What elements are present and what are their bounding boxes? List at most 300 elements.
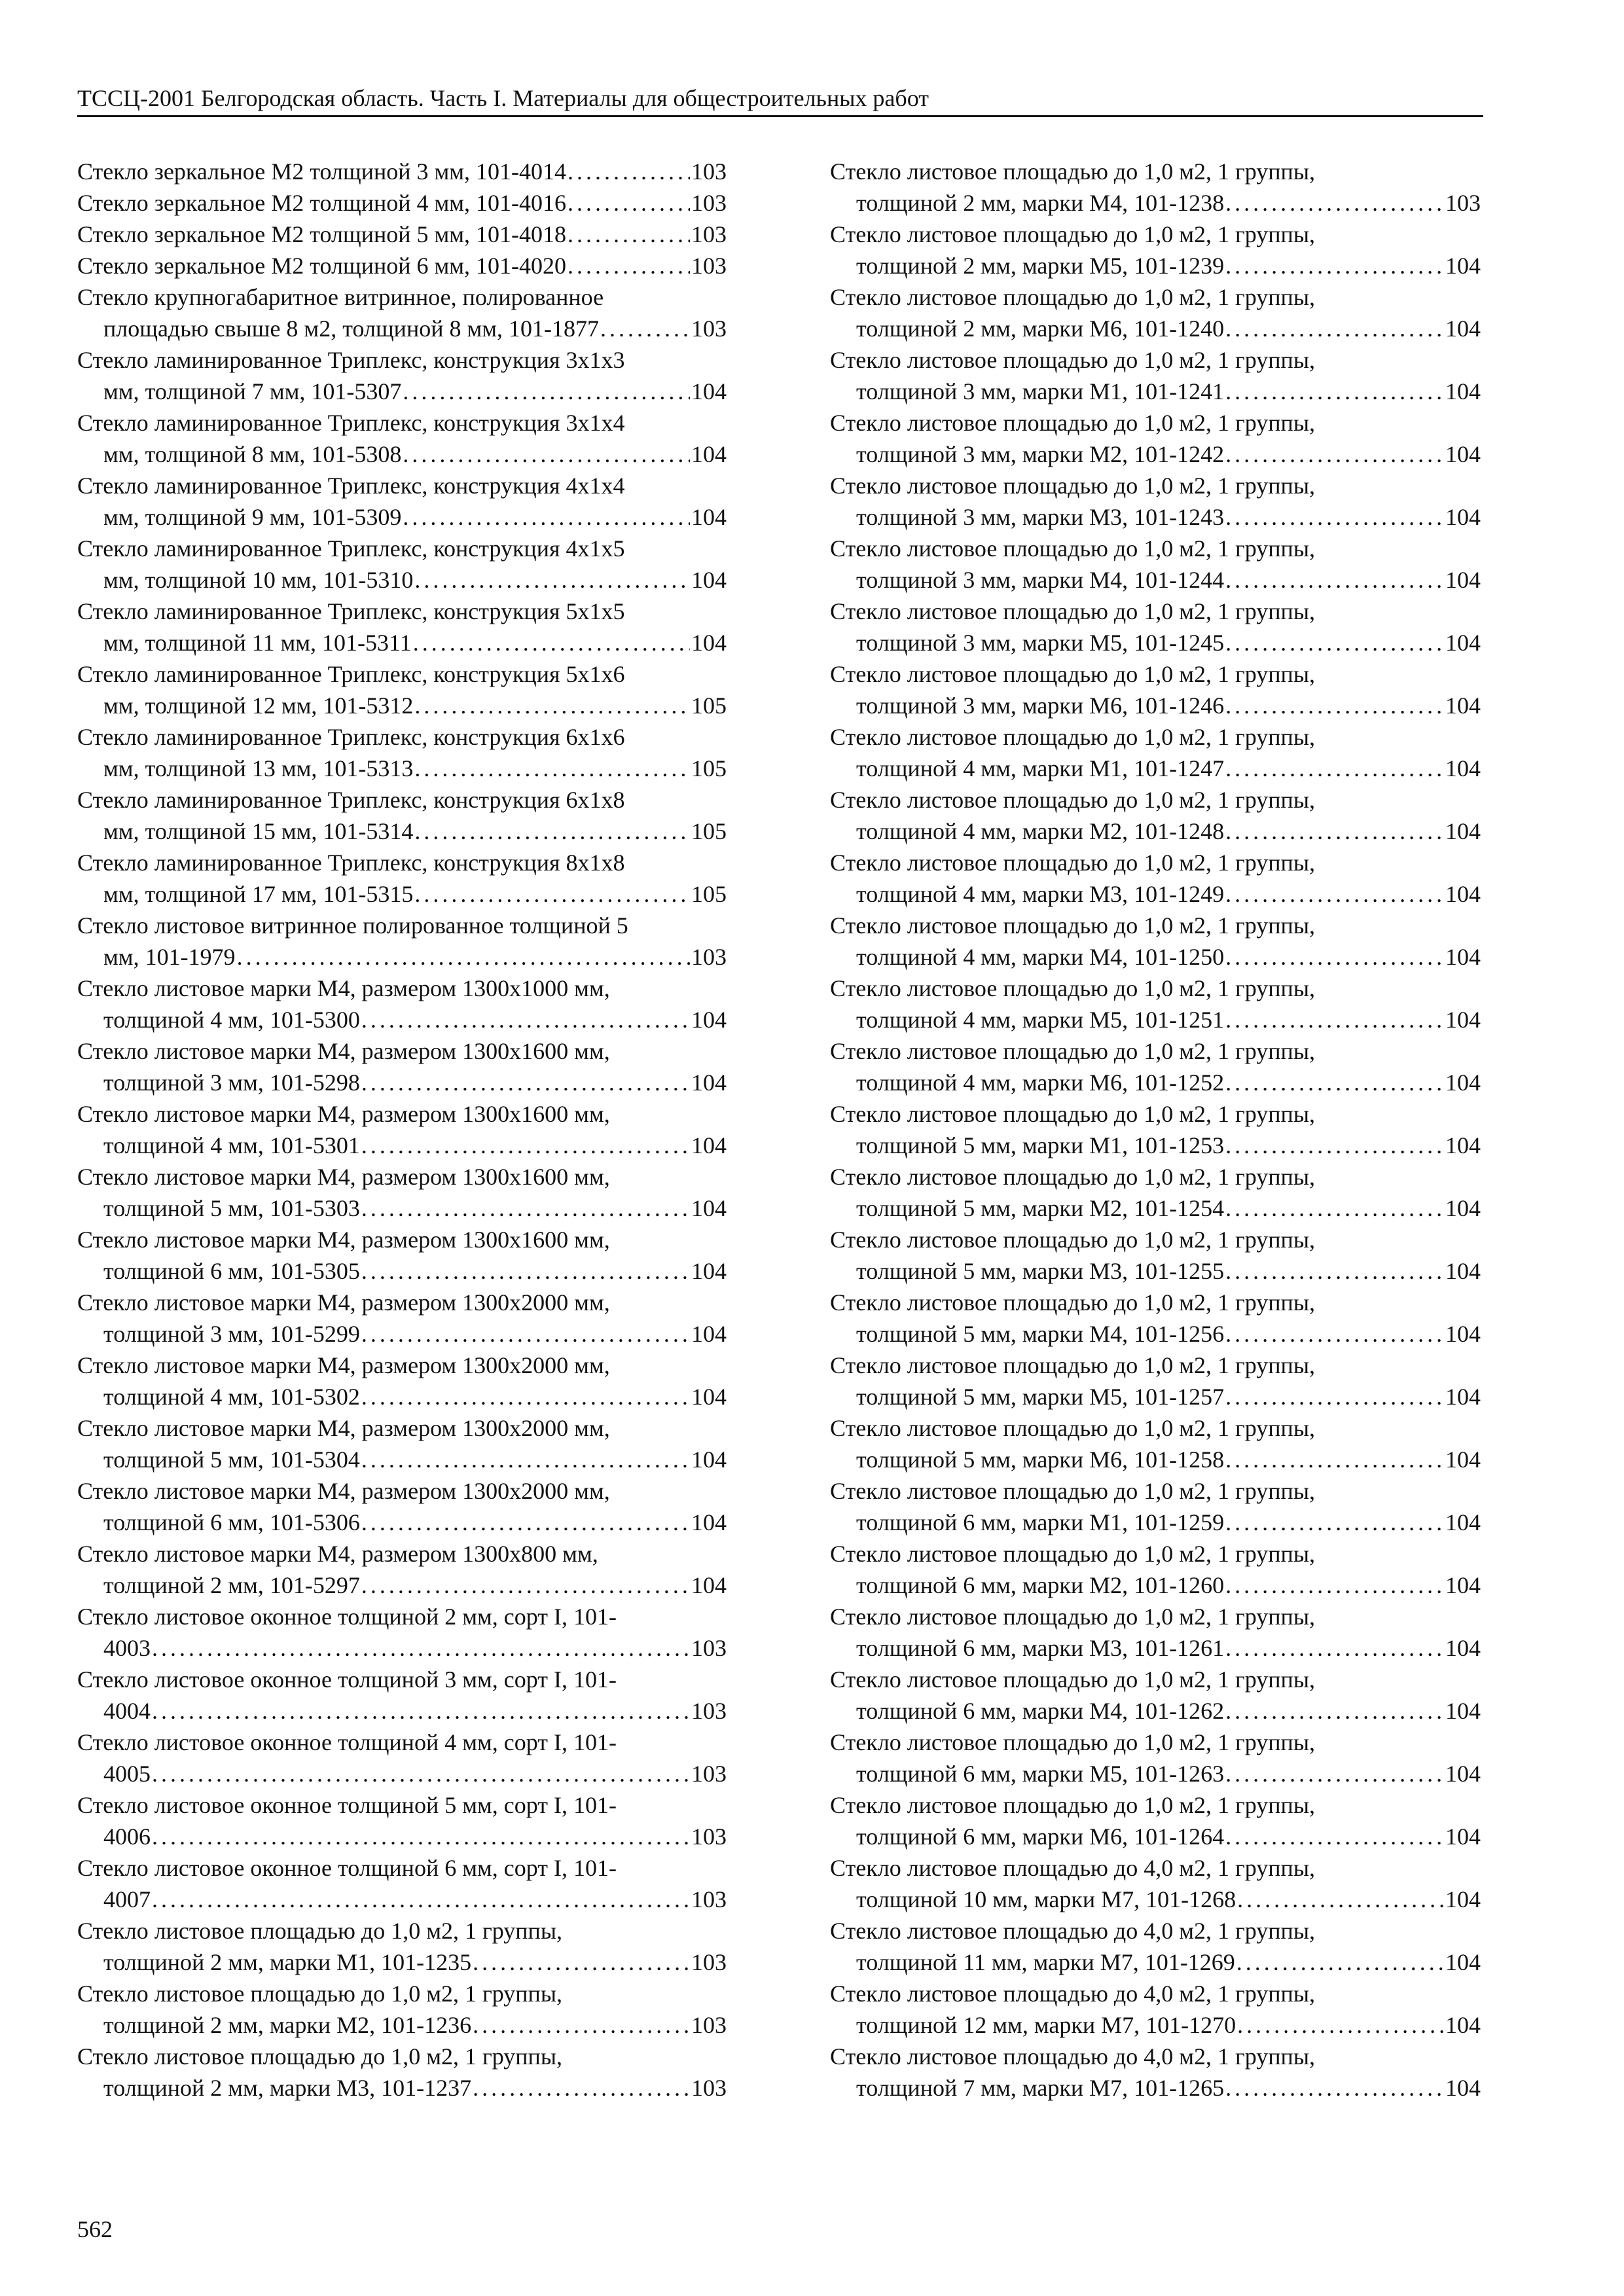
index-column-right	[830, 156, 1481, 2104]
entry-text-line: толщиной 3 мм, марки М6, 101-1246	[856, 692, 1225, 719]
entry-text-line: Стекло листовое площадью до 4,0 м2, 1 группы,	[830, 1855, 1316, 1881]
index-entry	[77, 1287, 727, 1350]
entry-text-line: Стекло листовое площадью до 1,0 м2, 1 группы,	[830, 1666, 1316, 1693]
dot-leader	[1225, 1821, 1444, 1852]
index-entry	[77, 658, 727, 721]
entry-text-line: мм, толщиной 15 мм, 101-5314	[103, 818, 414, 844]
entry-text-line: Стекло листовое площадью до 1,0 м2, 1 группы,	[830, 787, 1316, 813]
dot-leader	[361, 1318, 690, 1350]
entry-text-line: толщиной 4 мм, марки М4, 101-1250	[856, 944, 1225, 970]
entry-page-ref: 104	[1445, 1823, 1481, 1850]
entry-page-ref: 104	[1445, 2075, 1481, 2101]
index-entry	[830, 533, 1481, 596]
entry-last-line	[830, 313, 1481, 344]
entry-text-line: Стекло листовое оконное толщиной 4 мм, сорт I, 101-	[77, 1729, 617, 1755]
index-entry	[830, 219, 1481, 281]
entry-text-line: Стекло листовое марки М4, размером 1300x1600 мм,	[77, 1101, 610, 1127]
entry-text-line: мм, толщиной 11 мм, 101-5311	[103, 630, 412, 656]
entry-page-ref: 104	[1445, 1949, 1481, 1975]
dot-leader	[1225, 1318, 1444, 1350]
dot-leader	[414, 690, 690, 721]
entry-last-line	[830, 1884, 1481, 1915]
index-entry	[830, 1161, 1481, 1224]
entry-text-line: Стекло листовое площадью до 1,0 м2, 1 группы,	[830, 221, 1316, 247]
entry-page-ref: 104	[691, 504, 727, 530]
index-entry	[830, 721, 1481, 784]
entry-text-line: толщиной 6 мм, 101-5305	[103, 1258, 360, 1284]
entry-text-line: 4004	[103, 1698, 151, 1724]
entry-page-ref: 104	[1445, 1384, 1481, 1410]
dot-leader	[361, 1507, 690, 1538]
entry-text-line: Стекло зеркальное М2 толщиной 3 мм, 101-4014	[77, 158, 567, 185]
entry-text-line: Стекло листовое площадью до 1,0 м2, 1 группы,	[830, 912, 1316, 939]
entry-page-ref: 104	[1445, 253, 1481, 279]
entry-text-line: площадью свыше 8 м2, толщиной 8 мм, 101-1877	[103, 315, 600, 342]
entry-page-ref: 104	[1445, 2012, 1481, 2038]
entry-last-line	[830, 753, 1481, 784]
dot-leader	[1225, 2072, 1444, 2104]
index-entry	[830, 1412, 1481, 1475]
entry-last-line	[830, 1507, 1481, 1538]
entry-last-line	[830, 1570, 1481, 1601]
entry-page-ref: 104	[1445, 1635, 1481, 1661]
dot-leader	[361, 1444, 690, 1475]
index-entry	[830, 658, 1481, 721]
dot-leader	[1236, 1946, 1444, 1978]
entry-page-ref: 103	[691, 158, 727, 185]
entry-page-ref: 104	[691, 1446, 727, 1473]
entry-page-ref: 104	[691, 1321, 727, 1347]
index-entry	[77, 1727, 727, 1789]
entry-page-ref: 104	[1445, 378, 1481, 404]
dot-leader	[403, 376, 690, 407]
dot-leader	[361, 1130, 690, 1161]
dot-leader	[414, 564, 690, 596]
entry-last-line	[77, 1193, 727, 1224]
index-column-left	[77, 156, 727, 2104]
entry-page-ref: 104	[691, 1132, 727, 1158]
entry-text-line: 4003	[103, 1635, 151, 1661]
entry-text-line: Стекло листовое площадью до 1,0 м2, 1 группы,	[830, 535, 1316, 562]
index-entry	[77, 533, 727, 596]
entry-last-line	[77, 250, 727, 281]
entry-text-line: толщиной 3 мм, марки М3, 101-1243	[856, 504, 1225, 530]
index-entry	[77, 1350, 727, 1412]
dot-leader	[1225, 1381, 1444, 1412]
entry-last-line	[830, 627, 1481, 658]
entry-text-line: Стекло листовое марки М4, размером 1300x2000 мм,	[77, 1415, 610, 1441]
entry-last-line	[77, 219, 727, 250]
entry-page-ref: 104	[1445, 441, 1481, 467]
entry-text-line: Стекло листовое площадью до 1,0 м2, 1 группы,	[830, 1478, 1316, 1504]
entry-text-line: Стекло листовое площадью до 1,0 м2, 1 группы,	[77, 2043, 563, 2070]
entry-text-line: Стекло листовое площадью до 1,0 м2, 1 группы,	[830, 1164, 1316, 1190]
entry-last-line	[77, 313, 727, 344]
index-entry	[830, 1789, 1481, 1852]
entry-text-line: Стекло листовое площадью до 1,0 м2, 1 группы,	[830, 975, 1316, 1001]
entry-page-ref: 104	[691, 1509, 727, 1535]
dot-leader	[1225, 816, 1444, 847]
entry-page-ref: 104	[691, 1195, 727, 1221]
index-entry	[830, 1601, 1481, 1664]
entry-text-line: Стекло листовое площадью до 1,0 м2, 1 группы,	[830, 1792, 1316, 1818]
entry-text-line: Стекло листовое марки М4, размером 1300x2000 мм,	[77, 1478, 610, 1504]
entry-text-line: Стекло листовое площадью до 1,0 м2, 1 группы,	[830, 410, 1316, 436]
entry-text-line: толщиной 5 мм, марки М2, 101-1254	[856, 1195, 1225, 1221]
entry-text-line: толщиной 4 мм, 101-5302	[103, 1384, 360, 1410]
entry-last-line	[830, 564, 1481, 596]
index-entry	[77, 1915, 727, 1978]
entry-text-line: толщиной 6 мм, марки М1, 101-1259	[856, 1509, 1225, 1535]
entry-text-line: Стекло ламинированное Триплекс, конструкция 8x1x8	[77, 850, 625, 876]
entry-last-line	[830, 1632, 1481, 1664]
entry-text-line: Стекло листовое оконное толщиной 2 мм, сорт I, 101-	[77, 1604, 617, 1630]
entry-text-line: толщиной 4 мм, марки М3, 101-1249	[856, 881, 1225, 907]
entry-text-line: Стекло ламинированное Триплекс, конструкция 4x1x5	[77, 535, 625, 562]
entry-text-line: Стекло листовое площадью до 1,0 м2, 1 группы,	[830, 1541, 1316, 1567]
dot-leader	[414, 816, 690, 847]
index-entry	[830, 1852, 1481, 1915]
entry-text-line: толщиной 6 мм, марки М3, 101-1261	[856, 1635, 1225, 1661]
entry-page-ref: 104	[1445, 1321, 1481, 1347]
page-number: 562	[77, 2216, 113, 2242]
dot-leader	[1225, 1758, 1444, 1789]
index-entry	[77, 1789, 727, 1852]
entry-text-line: толщиной 5 мм, марки М6, 101-1258	[856, 1446, 1225, 1473]
index-entry	[830, 973, 1481, 1035]
entry-text-line: 4005	[103, 1761, 151, 1787]
entry-last-line	[830, 376, 1481, 407]
entry-page-ref: 105	[691, 692, 727, 719]
entry-text-line: толщиной 2 мм, марки М1, 101-1235	[103, 1949, 472, 1975]
entry-page-ref: 104	[691, 1572, 727, 1598]
dot-leader	[1237, 1884, 1444, 1915]
dot-leader	[1225, 250, 1444, 281]
dot-leader	[152, 1821, 690, 1852]
index-entry	[830, 1915, 1481, 1978]
entry-text-line: мм, толщиной 9 мм, 101-5309	[103, 504, 402, 530]
dot-leader	[1225, 690, 1444, 721]
index-entry	[77, 1601, 727, 1664]
entry-page-ref: 103	[691, 253, 727, 279]
index-entry	[77, 281, 727, 344]
index-entry	[77, 910, 727, 973]
entry-text-line: толщиной 4 мм, марки М2, 101-1248	[856, 818, 1225, 844]
entry-last-line	[77, 878, 727, 910]
entry-text-line: толщиной 4 мм, 101-5301	[103, 1132, 360, 1158]
entry-text-line: толщиной 11 мм, марки М7, 101-1269	[856, 1949, 1235, 1975]
entry-last-line	[830, 1255, 1481, 1287]
entry-text-line: Стекло ламинированное Триплекс, конструкция 5x1x5	[77, 598, 625, 624]
entry-page-ref: 105	[691, 755, 727, 781]
index-entry	[830, 281, 1481, 344]
entry-last-line	[830, 2009, 1481, 2041]
entry-text-line: Стекло листовое площадью до 1,0 м2, 1 группы,	[830, 850, 1316, 876]
entry-page-ref: 103	[691, 2012, 727, 2038]
entry-text-line: Стекло листовое площадью до 1,0 м2, 1 группы,	[830, 473, 1316, 499]
entry-text-line: Стекло листовое оконное толщиной 5 мм, сорт I, 101-	[77, 1792, 617, 1818]
index-entry	[830, 1664, 1481, 1727]
entry-text-line: Стекло ламинированное Триплекс, конструкция 5x1x6	[77, 661, 625, 687]
index-entry	[830, 1098, 1481, 1161]
index-entry	[830, 784, 1481, 847]
index-entry	[77, 1475, 727, 1538]
index-entry	[830, 1287, 1481, 1350]
entry-page-ref: 104	[1445, 755, 1481, 781]
entry-text-line: Стекло листовое марки М4, размером 1300x2000 мм,	[77, 1289, 610, 1316]
dot-leader	[361, 1570, 690, 1601]
entry-page-ref: 104	[1445, 944, 1481, 970]
entry-last-line	[77, 690, 727, 721]
entry-page-ref: 104	[1445, 1069, 1481, 1096]
entry-page-ref: 103	[691, 1949, 727, 1975]
entry-last-line	[77, 187, 727, 219]
entry-text-line: толщиной 2 мм, марки М2, 101-1236	[103, 2012, 472, 2038]
entry-text-line: Стекло листовое площадью до 1,0 м2, 1 группы,	[830, 1415, 1316, 1441]
entry-page-ref: 103	[691, 315, 727, 342]
entry-text-line: толщиной 5 мм, марки М3, 101-1255	[856, 1258, 1225, 1284]
entry-page-ref: 104	[691, 567, 727, 593]
dot-leader	[1225, 187, 1444, 219]
dot-leader	[1225, 627, 1444, 658]
dot-leader	[568, 187, 690, 219]
entry-text-line: Стекло листовое площадью до 4,0 м2, 1 группы,	[830, 1918, 1316, 1944]
entry-page-ref: 104	[1445, 1007, 1481, 1033]
index-entry	[830, 1978, 1481, 2041]
entry-text-line: толщиной 2 мм, марки М5, 101-1239	[856, 253, 1225, 279]
index-entry	[830, 407, 1481, 470]
entry-text-line: Стекло листовое площадью до 4,0 м2, 1 группы,	[830, 1981, 1316, 2007]
entry-text-line: толщиной 6 мм, марки М4, 101-1262	[856, 1698, 1225, 1724]
entry-text-line: толщиной 5 мм, 101-5304	[103, 1446, 360, 1473]
entry-last-line	[77, 1570, 727, 1601]
entry-text-line: толщиной 4 мм, марки М1, 101-1247	[856, 755, 1225, 781]
entry-text-line: Стекло ламинированное Триплекс, конструкция 4x1x4	[77, 473, 625, 499]
index-entry	[77, 219, 727, 250]
entry-text-line: мм, толщиной 12 мм, 101-5312	[103, 692, 414, 719]
dot-leader	[568, 156, 690, 187]
index-entry	[77, 784, 727, 847]
entry-last-line	[77, 941, 727, 973]
index-entry	[77, 847, 727, 910]
index-entry	[77, 344, 727, 407]
entry-text-line: Стекло листовое площадью до 1,0 м2, 1 группы,	[830, 1227, 1316, 1253]
entry-last-line	[830, 878, 1481, 910]
dot-leader	[1225, 1444, 1444, 1475]
entry-text-line: Стекло листовое марки М4, размером 1300x1600 мм,	[77, 1038, 610, 1064]
entry-last-line	[830, 1067, 1481, 1098]
dot-leader	[413, 627, 690, 658]
entry-last-line	[77, 816, 727, 847]
entry-page-ref: 104	[1445, 1886, 1481, 1912]
entry-text-line: Стекло листовое оконное толщиной 6 мм, сорт I, 101-	[77, 1855, 617, 1881]
entry-page-ref: 103	[691, 944, 727, 970]
index-entry	[77, 1538, 727, 1601]
entry-last-line	[77, 1130, 727, 1161]
entry-text-line: Стекло листовое марки М4, размером 1300x800 мм,	[77, 1541, 598, 1567]
entry-text-line: мм, толщиной 17 мм, 101-5315	[103, 881, 414, 907]
entry-page-ref: 104	[691, 1384, 727, 1410]
entry-text-line: Стекло ламинированное Триплекс, конструкция 3x1x3	[77, 347, 625, 373]
entry-page-ref: 104	[1445, 1258, 1481, 1284]
entry-page-ref: 104	[1445, 1761, 1481, 1787]
entry-page-ref: 104	[691, 378, 727, 404]
index-entry	[77, 1978, 727, 2041]
entry-text-line: толщиной 3 мм, марки М4, 101-1244	[856, 567, 1225, 593]
entry-last-line	[77, 1821, 727, 1852]
index-entry	[77, 721, 727, 784]
dot-leader	[237, 941, 690, 973]
entry-text-line: Стекло листовое оконное толщиной 3 мм, сорт I, 101-	[77, 1666, 617, 1693]
entry-page-ref: 104	[691, 1258, 727, 1284]
entry-text-line: Стекло зеркальное М2 толщиной 6 мм, 101-4020	[77, 253, 567, 279]
entry-last-line	[77, 627, 727, 658]
index-entry	[77, 1224, 727, 1287]
dot-leader	[1225, 376, 1444, 407]
entry-text-line: Стекло ламинированное Триплекс, конструкция 6x1x8	[77, 787, 625, 813]
index-entry	[830, 1035, 1481, 1098]
entry-page-ref: 104	[1445, 567, 1481, 593]
dot-leader	[1237, 2009, 1444, 2041]
entry-last-line	[77, 2009, 727, 2041]
index-entry	[77, 470, 727, 533]
dot-leader	[1225, 501, 1444, 533]
entry-page-ref: 104	[691, 1069, 727, 1096]
index-entry	[77, 156, 727, 187]
dot-leader	[1225, 1004, 1444, 1035]
entry-last-line	[830, 690, 1481, 721]
entry-text-line: толщиной 5 мм, марки М4, 101-1256	[856, 1321, 1225, 1347]
entry-text-line: Стекло листовое площадью до 1,0 м2, 1 группы,	[830, 598, 1316, 624]
index-entry	[830, 1350, 1481, 1412]
entry-text-line: толщиной 4 мм, 101-5300	[103, 1007, 360, 1033]
entry-text-line: Стекло листовое витринное полированное толщиной 5	[77, 912, 628, 939]
entry-page-ref: 104	[691, 1007, 727, 1033]
entry-page-ref: 104	[1445, 818, 1481, 844]
entry-last-line	[77, 1695, 727, 1727]
entry-page-ref: 104	[1445, 630, 1481, 656]
index-entry	[830, 1224, 1481, 1287]
page-header	[77, 84, 1483, 117]
dot-leader	[152, 1758, 690, 1789]
entry-page-ref: 103	[691, 1635, 727, 1661]
index-entry	[77, 407, 727, 470]
entry-last-line	[830, 1758, 1481, 1789]
entry-page-ref: 103	[691, 2075, 727, 2101]
entry-text-line: Стекло листовое площадью до 1,0 м2, 1 группы,	[830, 1352, 1316, 1378]
dot-leader	[1225, 753, 1444, 784]
entry-text-line: толщиной 12 мм, марки М7, 101-1270	[856, 2012, 1236, 2038]
entry-text-line: Стекло листовое площадью до 1,0 м2, 1 группы,	[77, 1981, 563, 2007]
entry-last-line	[77, 501, 727, 533]
entry-last-line	[77, 1381, 727, 1412]
entry-last-line	[830, 1004, 1481, 1035]
entry-last-line	[77, 753, 727, 784]
entry-page-ref: 104	[1445, 1446, 1481, 1473]
entry-text-line: толщиной 2 мм, 101-5297	[103, 1572, 360, 1598]
entry-text-line: толщиной 6 мм, марки М5, 101-1263	[856, 1761, 1225, 1787]
entry-last-line	[77, 1758, 727, 1789]
dot-leader	[414, 753, 690, 784]
dot-leader	[361, 1193, 690, 1224]
entry-page-ref: 103	[1445, 190, 1481, 216]
entry-text-line: Стекло листовое площадью до 1,0 м2, 1 группы,	[830, 1289, 1316, 1316]
entry-text-line: Стекло листовое площадью до 1,0 м2, 1 группы,	[830, 1038, 1316, 1064]
dot-leader	[361, 1004, 690, 1035]
entry-last-line	[830, 941, 1481, 973]
entry-text-line: толщиной 6 мм, марки М6, 101-1264	[856, 1823, 1225, 1850]
entry-last-line	[77, 1444, 727, 1475]
dot-leader	[473, 2072, 690, 2104]
entry-text-line: толщиной 5 мм, 101-5303	[103, 1195, 360, 1221]
entry-last-line	[77, 1067, 727, 1098]
entry-last-line	[830, 439, 1481, 470]
entry-text-line: Стекло листовое марки М4, размером 1300x1600 мм,	[77, 1164, 610, 1190]
entry-text-line: толщиной 10 мм, марки М7, 101-1268	[856, 1886, 1236, 1912]
index-entry	[77, 1035, 727, 1098]
index-entry	[830, 470, 1481, 533]
dot-leader	[152, 1632, 690, 1664]
dot-leader	[1225, 439, 1444, 470]
document-title: ТССЦ-2001 Белгородская область. Часть I. Материалы для общестроительных работ	[77, 85, 929, 111]
dot-leader	[414, 878, 690, 910]
index-entry	[830, 2041, 1481, 2104]
entry-text-line: Стекло ламинированное Триплекс, конструкция 6x1x6	[77, 724, 625, 750]
entry-last-line	[830, 187, 1481, 219]
index-entry	[830, 1538, 1481, 1601]
dot-leader	[1225, 1632, 1444, 1664]
dot-leader	[1225, 1130, 1444, 1161]
entry-last-line	[830, 250, 1481, 281]
entry-last-line	[830, 1130, 1481, 1161]
entry-text-line: толщиной 5 мм, марки М5, 101-1257	[856, 1384, 1225, 1410]
entry-page-ref: 105	[691, 881, 727, 907]
entry-last-line	[77, 1318, 727, 1350]
dot-leader	[1225, 1193, 1444, 1224]
index-entry	[77, 596, 727, 658]
entry-text-line: 4007	[103, 1886, 151, 1912]
dot-leader	[1225, 878, 1444, 910]
entry-page-ref: 104	[1445, 1572, 1481, 1598]
dot-leader	[1225, 1067, 1444, 1098]
dot-leader	[568, 219, 690, 250]
entry-last-line	[830, 816, 1481, 847]
index-entry	[830, 847, 1481, 910]
entry-page-ref: 104	[691, 441, 727, 467]
index-entry	[830, 1475, 1481, 1538]
dot-leader	[1225, 313, 1444, 344]
entry-page-ref: 103	[691, 1886, 727, 1912]
entry-last-line	[830, 1193, 1481, 1224]
entry-last-line	[830, 501, 1481, 533]
entry-page-ref: 104	[1445, 1195, 1481, 1221]
entry-text-line: толщиной 7 мм, марки М7, 101-1265	[856, 2075, 1225, 2101]
entry-text-line: Стекло ламинированное Триплекс, конструкция 3x1x4	[77, 410, 625, 436]
entry-text-line: толщиной 3 мм, марки М1, 101-1241	[856, 378, 1225, 404]
entry-text-line: Стекло листовое площадью до 1,0 м2, 1 группы,	[830, 724, 1316, 750]
entry-last-line	[77, 1255, 727, 1287]
entry-text-line: Стекло зеркальное М2 толщиной 5 мм, 101-4018	[77, 221, 567, 247]
entry-text-line: толщиной 3 мм, 101-5298	[103, 1069, 360, 1096]
entry-last-line	[77, 1946, 727, 1978]
dot-leader	[403, 439, 690, 470]
index-entry	[830, 156, 1481, 219]
entry-text-line: толщиной 2 мм, марки М4, 101-1238	[856, 190, 1225, 216]
entry-text-line: Стекло листовое площадью до 1,0 м2, 1 группы,	[77, 1918, 563, 1944]
index-entry	[77, 1161, 727, 1224]
dot-leader	[361, 1255, 690, 1287]
entry-page-ref: 104	[1445, 315, 1481, 342]
